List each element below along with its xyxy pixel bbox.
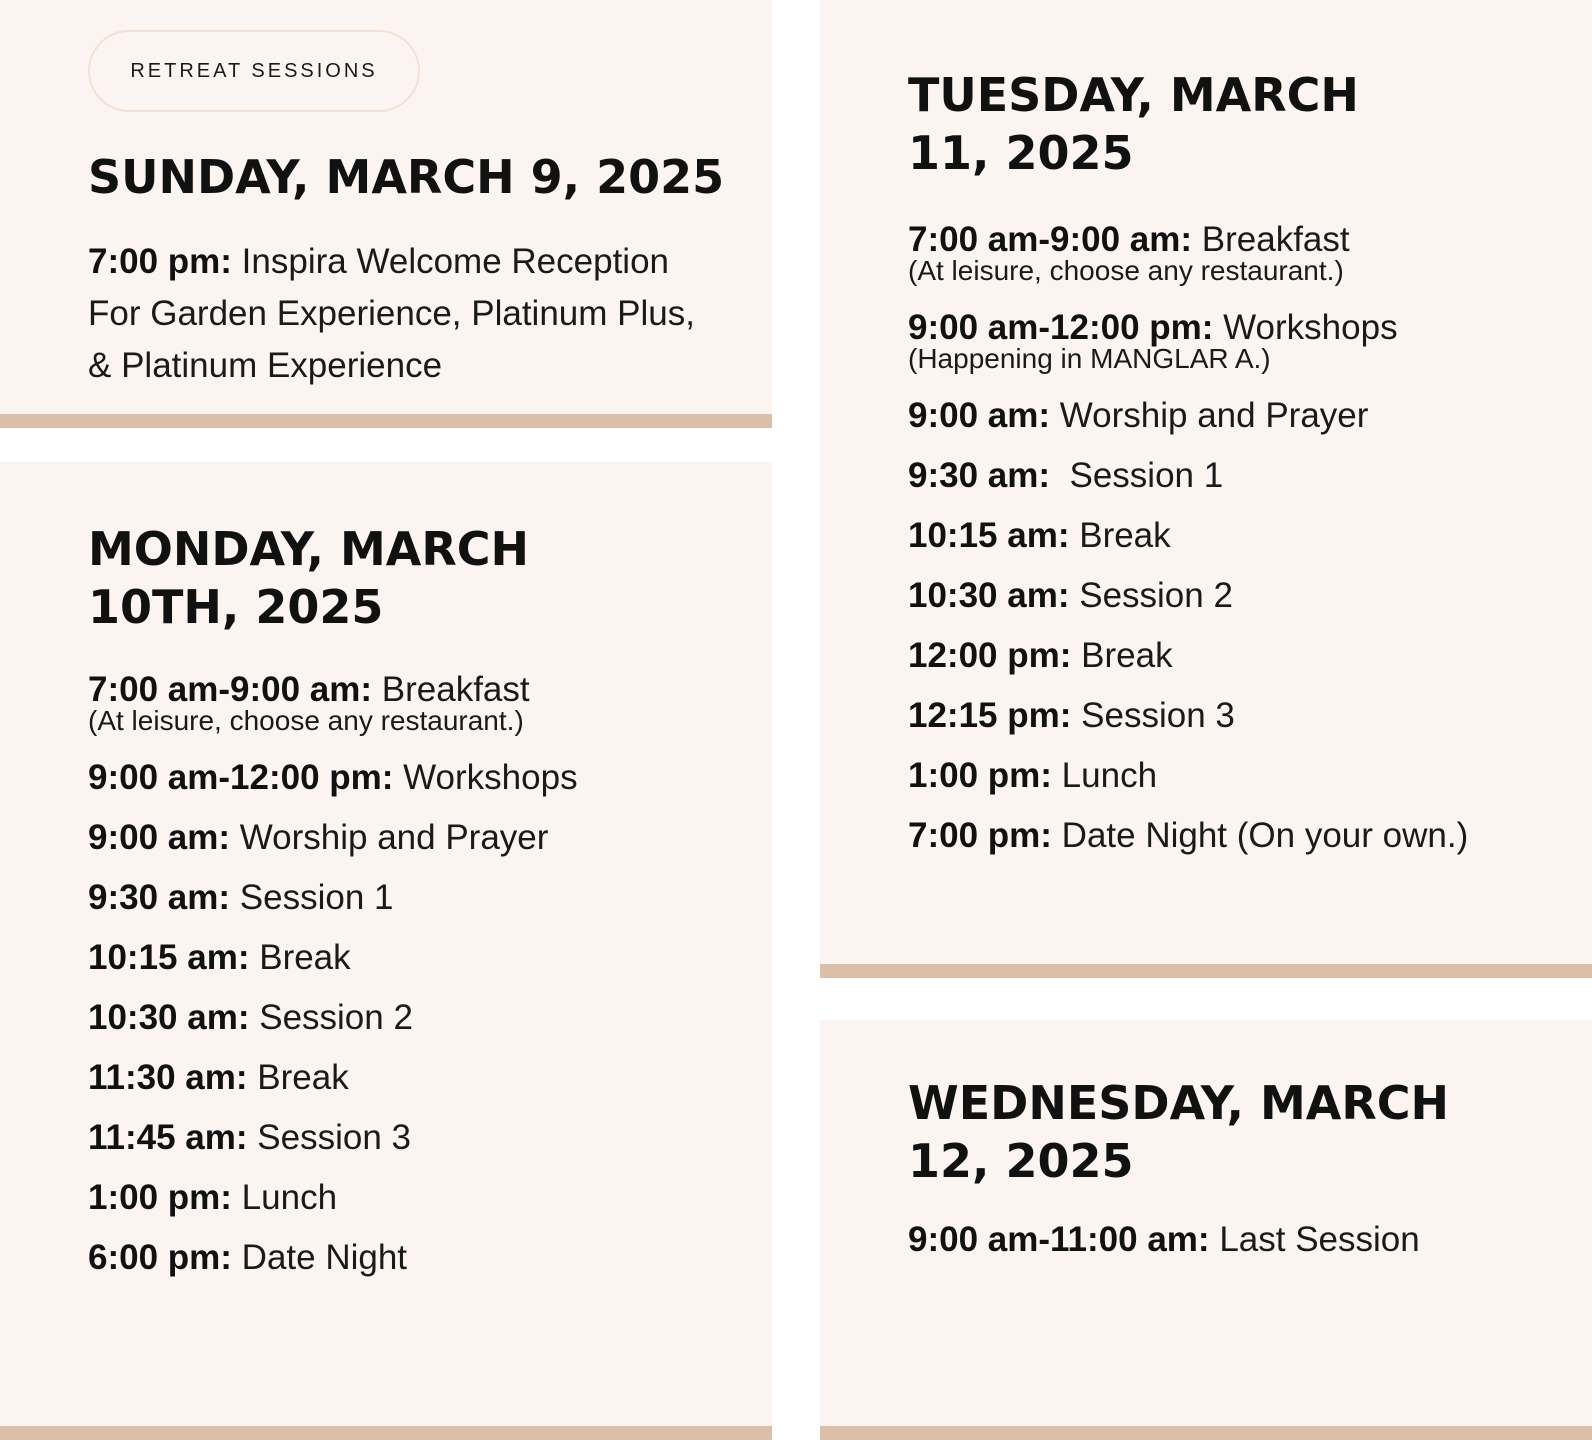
event-time: 9:30 am: (88, 878, 231, 917)
event-item (908, 626, 1588, 686)
day-title-sunday (88, 148, 748, 206)
event-time: 9:00 am: (908, 396, 1051, 435)
event-item (908, 806, 1588, 866)
event-item (908, 386, 1588, 446)
event-item (88, 1228, 768, 1288)
event-time: 1:00 pm: (88, 1178, 232, 1217)
day-title-line: WEDNESDAY, MARCH (908, 1076, 1450, 1130)
event-item (88, 988, 768, 1048)
event-item (88, 1048, 768, 1108)
event-label: Session 3 (1081, 696, 1235, 735)
event-item (88, 928, 768, 988)
event-item (88, 1108, 768, 1168)
day-title-line: 10TH, 2025 (88, 580, 384, 634)
event-label: Breakfast (381, 670, 530, 709)
event-list-wednesday (908, 1210, 1588, 1270)
event-item (908, 686, 1588, 746)
retreat-sessions-badge: RETREAT SESSIONS (88, 30, 420, 112)
day-title-line: SUNDAY, MARCH 9, 2025 (88, 150, 725, 204)
event-time: 10:30 am: (88, 998, 250, 1037)
event-time: 9:00 am-12:00 pm: (908, 308, 1214, 347)
event-time: 9:00 am-11:00 am: (908, 1220, 1210, 1259)
event-item (88, 868, 768, 928)
event-time: 12:00 pm: (908, 636, 1072, 675)
event-item (88, 660, 768, 736)
day-title-line: 11, 2025 (908, 126, 1134, 180)
event-time: 7:00 am-9:00 am: (908, 220, 1193, 259)
event-item (908, 210, 1588, 286)
event-label: Workshops (1223, 308, 1398, 347)
event-label-line: & Platinum Experience (88, 346, 443, 385)
event-time: 9:00 am: (88, 818, 231, 857)
event-note: (Happening in MANGLAR A.) (908, 343, 1271, 374)
event-item (88, 808, 768, 868)
event-label: Workshops (403, 758, 578, 797)
event-label: Session 3 (257, 1118, 412, 1157)
day-title-line: MONDAY, MARCH (88, 522, 529, 576)
event-label: Date Night (On your own.) (1061, 816, 1469, 855)
event-item (908, 506, 1588, 566)
event-time: 11:45 am: (88, 1118, 248, 1157)
day-card-wednesday (820, 1020, 1592, 1440)
event-time: 1:00 pm: (908, 756, 1052, 795)
event-label: Lunch (241, 1178, 338, 1217)
event-time: 7:00 am-9:00 am: (88, 670, 373, 709)
day-card-tuesday (820, 0, 1592, 978)
event-list-tuesday (908, 210, 1588, 866)
event-time: 9:30 am: (908, 456, 1051, 495)
event-note: (At leisure, choose any restaurant.) (908, 255, 1344, 286)
event-label: Lunch (1061, 756, 1158, 795)
event-label: Break (1079, 516, 1171, 555)
day-card-monday (0, 462, 772, 1440)
event-label: Session 1 (239, 878, 394, 917)
event-label: Session 2 (259, 998, 413, 1037)
day-card-sunday (0, 0, 772, 428)
event-time: 12:15 pm: (908, 696, 1072, 735)
event-label: Break (259, 938, 351, 977)
event-time: 10:15 am: (88, 938, 250, 977)
event-item (88, 748, 768, 808)
event-item (88, 1168, 768, 1228)
event-time: 7:00 pm: (88, 242, 232, 281)
event-label: Date Night (241, 1238, 408, 1277)
event-item (908, 1210, 1588, 1270)
event-item (908, 566, 1588, 626)
event-label: Break (1081, 636, 1173, 675)
event-label-line: For Garden Experience, Platinum Plus, (88, 294, 695, 333)
day-title-tuesday (908, 66, 1568, 182)
event-item (908, 298, 1588, 374)
event-list-monday (88, 660, 768, 1288)
day-title-wednesday (908, 1074, 1568, 1190)
event-time: 11:30 am: (88, 1058, 248, 1097)
event-list-sunday (88, 236, 768, 392)
day-title-monday (88, 520, 748, 636)
event-item (908, 746, 1588, 806)
event-item (908, 446, 1588, 506)
event-time: 7:00 pm: (908, 816, 1052, 855)
event-label: Session 2 (1079, 576, 1233, 615)
event-label: Last Session (1219, 1220, 1420, 1259)
day-title-line: 12, 2025 (908, 1134, 1134, 1188)
event-time: 6:00 pm: (88, 1238, 232, 1277)
event-item (88, 236, 768, 392)
event-label: Session 1 (1059, 456, 1224, 495)
event-label: Worship and Prayer (1059, 396, 1369, 435)
event-time: 10:30 am: (908, 576, 1070, 615)
event-label: Inspira Welcome Reception (241, 242, 670, 281)
event-time: 10:15 am: (908, 516, 1070, 555)
event-label: Break (257, 1058, 349, 1097)
event-time: 9:00 am-12:00 pm: (88, 758, 394, 797)
event-note: (At leisure, choose any restaurant.) (88, 705, 524, 736)
event-label: Breakfast (1201, 220, 1350, 259)
day-title-line: TUESDAY, MARCH (908, 68, 1359, 122)
event-label: Worship and Prayer (239, 818, 549, 857)
